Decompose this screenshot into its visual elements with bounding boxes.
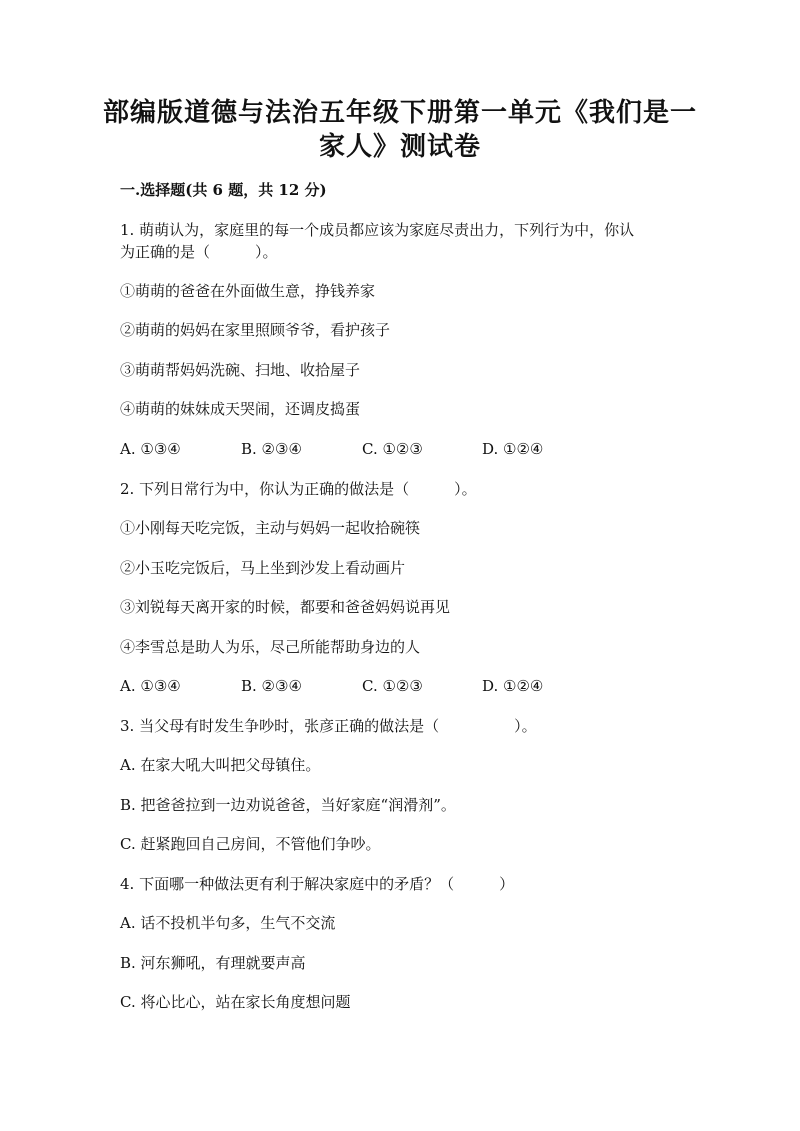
q4-option-a: A. 话不投机半句多，生气不交流 [120,914,336,932]
q2-option-d: D. ①②④ [482,677,544,695]
q2-statement-3: ③刘锐每天离开家的时候，都要和爸爸妈妈说再见 [120,598,451,616]
q1-statement-4: ④萌萌的妹妹成天哭闹，还调皮捣蛋 [120,400,361,418]
q1-option-d: D. ①②④ [482,440,544,458]
q3-option-a: A. 在家大吼大叫把父母镇住。 [120,756,321,774]
page-title-line-1: 部编版道德与法治五年级下册第一单元《我们是一 [102,98,697,128]
q4-option-b: B. 河东狮吼，有理就要声高 [120,954,306,972]
q1-stem-line-2: 为正确的是（ ）。 [120,243,278,261]
q2-statement-1: ①小刚每天吃完饭，主动与妈妈一起收拾碗筷 [120,519,421,537]
q2-option-a: A. ①③④ [120,677,181,695]
q2-statement-2: ②小玉吃完饭后，马上坐到沙发上看动画片 [120,559,406,577]
q1-statement-3: ③萌萌帮妈妈洗碗、扫地、收拾屋子 [120,361,361,379]
q4-stem: 4. 下面哪一种做法更有利于解决家庭中的矛盾？（ ） [120,875,515,893]
q2-options [120,675,640,697]
q2-stem: 2. 下列日常行为中，你认为正确的做法是（ ）。 [120,480,477,498]
q2-statement-4: ④李雪总是助人为乐，尽己所能帮助身边的人 [120,638,421,656]
q3-option-c: C. 赶紧跑回自己房间，不管他们争吵。 [120,835,381,853]
q4-option-c: C. 将心比心，站在家长角度想问题 [120,993,351,1011]
q1-option-a: A. ①③④ [120,440,181,458]
q1-statement-2: ②萌萌的妈妈在家里照顾爷爷，看护孩子 [120,321,391,339]
q1-option-b: B. ②③④ [241,440,302,458]
q1-stem-line-1: 1. 萌萌认为，家庭里的每一个成员都应该为家庭尽责出力，下列行为中，你认 [120,221,635,239]
q1-statement-1: ①萌萌的爸爸在外面做生意，挣钱养家 [120,282,376,300]
section-heading: 一.选择题(共 6 题，共 12 分) [120,181,327,199]
q1-option-c: C. ①②③ [362,440,423,458]
page-title-line-2: 家人》测试卷 [318,132,481,162]
q1-options [120,438,640,460]
q2-option-b: B. ②③④ [241,677,302,695]
q2-option-c: C. ①②③ [362,677,423,695]
q3-stem: 3. 当父母有时发生争吵时，张彦正确的做法是（ ）。 [120,717,537,735]
q3-option-b: B. 把爸爸拉到一边劝说爸爸，当好家庭“润滑剂”。 [120,796,456,814]
